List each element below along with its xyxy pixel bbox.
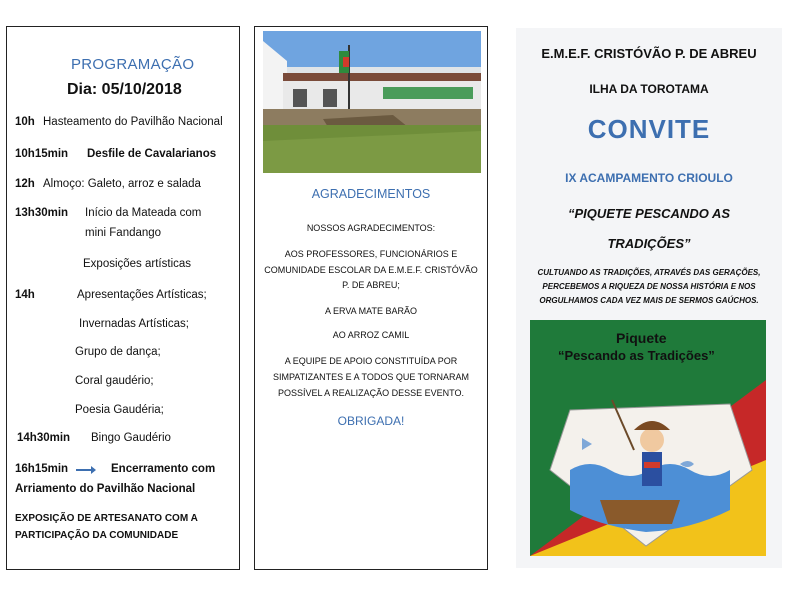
- school-name: E.M.E.F. CRISTÓVÃO P. DE ABREU: [541, 46, 757, 61]
- item-time: 14h30min: [17, 432, 71, 444]
- item-text-cont: Arriamento do Pavilhão Nacional: [15, 483, 196, 495]
- event-theme: TRADIÇÕES”: [607, 236, 691, 251]
- invite-blurb: PERCEBEMOS A RIQUEZA DE NOSSA HISTÓRIA E NOS: [542, 282, 756, 291]
- flag-text: Piquete: [616, 330, 667, 346]
- thanks-line: NOSSOS AGRADECIMENTOS:: [306, 223, 436, 233]
- invite-blurb: ORGULHAMOS CADA VEZ MAIS DE SERMOS GAÚCHOS.: [539, 296, 759, 305]
- item-time: 10h15min: [15, 148, 69, 160]
- item-text: Desfile de Cavalarianos: [87, 148, 217, 160]
- thanks-line: SIMPATIZANTES E A TODOS QUE TORNARAM: [272, 372, 470, 382]
- item-text-cont: mini Fandango: [85, 227, 162, 239]
- thanks-line: AOS PROFESSORES, FUNCIONÁRIOS E: [284, 249, 458, 259]
- item-text: Início da Mateada com: [85, 207, 202, 219]
- item-text: Poesia Gaudéria;: [75, 404, 164, 416]
- flag-text: “Pescando as Tradições”: [558, 348, 715, 363]
- thanks-line: P. DE ABREU;: [342, 280, 400, 290]
- invite-title: CONVITE: [587, 114, 711, 144]
- item-text: Hasteamento do Pavilhão Nacional: [43, 116, 223, 128]
- thanks-line: POSSÍVEL A REALIZAÇÃO DESSE EVENTO.: [277, 388, 465, 398]
- item-time: 16h15min: [15, 463, 69, 475]
- thanks-panel: [254, 26, 488, 570]
- thanks-title: AGRADECIMENTOS: [311, 187, 431, 201]
- program-footer: EXPOSIÇÃO DE ARTESANATO COM A: [15, 513, 198, 524]
- place-name: ILHA DA TOROTAMA: [589, 82, 709, 96]
- program-date: Dia: 05/10/2018: [67, 81, 182, 98]
- item-time: 14h: [15, 289, 35, 301]
- item-text: Encerramento com: [111, 463, 216, 475]
- item-text: Invernadas Artísticas;: [79, 318, 189, 330]
- item-text: Exposições artísticas: [83, 258, 192, 270]
- item-time: 13h30min: [15, 207, 69, 219]
- item-text: Bingo Gaudério: [91, 432, 171, 444]
- thanks-line: A EQUIPE DE APOIO CONSTITUÍDA POR: [284, 356, 458, 366]
- item-text: Apresentações Artísticas;: [77, 289, 207, 301]
- invite-blurb: CULTUANDO AS TRADIÇÕES, ATRAVÉS DAS GERAÇÕES,: [537, 268, 761, 277]
- program-panel: [6, 26, 240, 570]
- thanks-line: COMUNIDADE ESCOLAR DA E.M.E.F. CRISTÓVÃO: [264, 265, 478, 275]
- thanks-line: AO ARROZ CAMIL: [332, 330, 410, 340]
- item-time: 10h: [15, 116, 35, 128]
- arrow-icon: [75, 465, 97, 475]
- item-time: 12h: [15, 178, 35, 190]
- program-title: PROGRAMAÇÃO: [71, 56, 195, 73]
- item-text: Almoço: Galeto, arroz e salada: [43, 178, 201, 190]
- flag-image: [530, 320, 766, 556]
- event-theme: “PIQUETE PESCANDO AS: [567, 206, 731, 221]
- program-footer: PARTICIPAÇÃO DA COMUNIDADE: [15, 530, 179, 541]
- event-name: IX ACAMPAMENTO CRIOULO: [565, 171, 733, 185]
- invite-panel: [516, 28, 782, 568]
- school-photo: [263, 31, 481, 173]
- item-text: Coral gaudério;: [75, 375, 154, 387]
- thanks-line: A ERVA MATE BARÃO: [324, 306, 418, 316]
- item-text: Grupo de dança;: [75, 346, 161, 358]
- thanks-closing: OBRIGADA!: [337, 414, 405, 428]
